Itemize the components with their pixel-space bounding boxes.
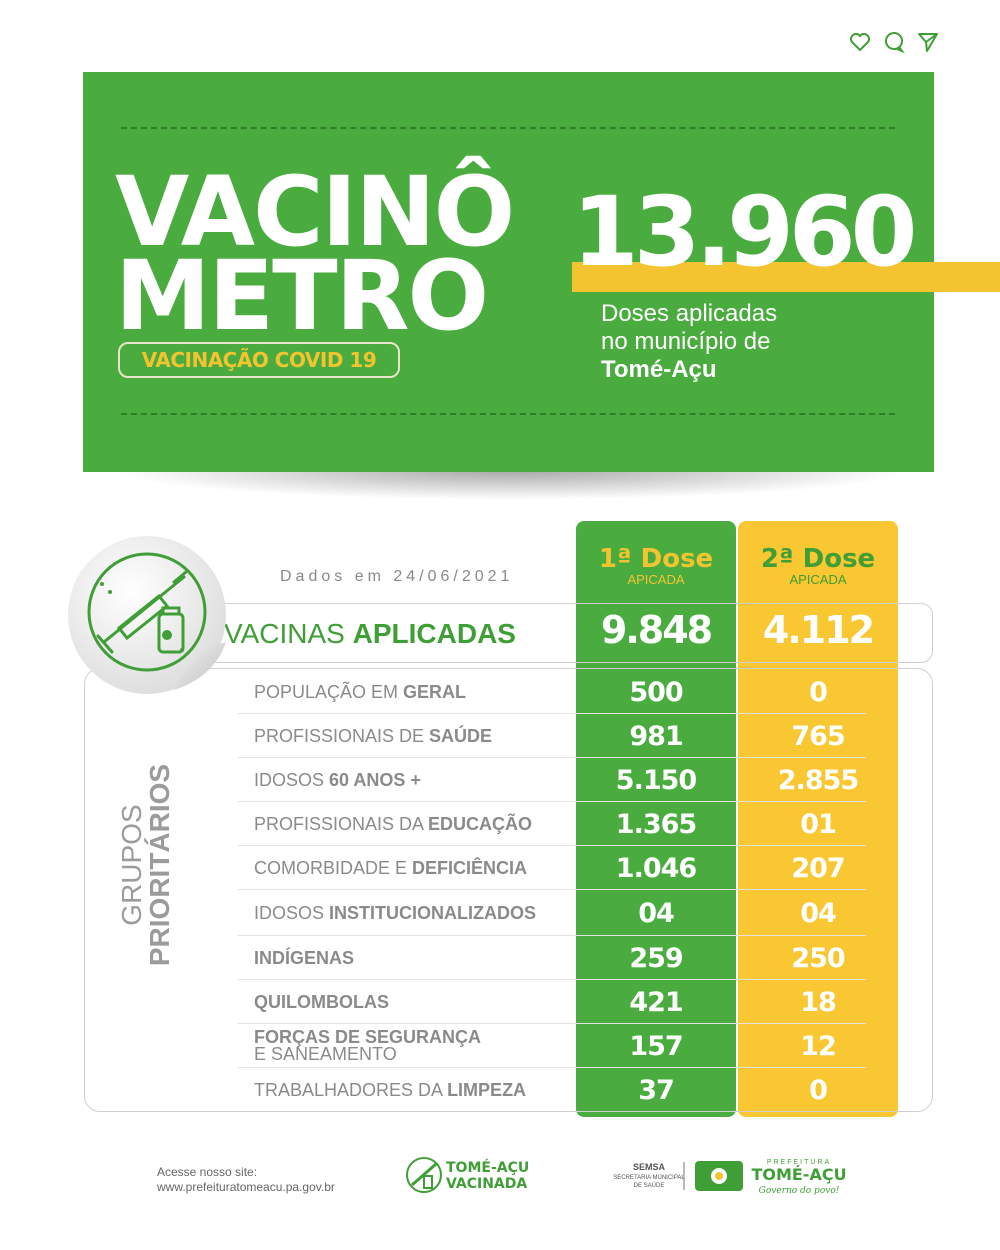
dose2-value: 2.855 — [777, 764, 859, 796]
covid-badge: VACINAÇÃO COVID 19 — [118, 342, 400, 378]
semsa-line1: SEMSA — [632, 1162, 666, 1172]
table-row: QUILOMBOLAS 421 18 — [238, 980, 866, 1024]
table-row: IDOSOS 60 ANOS + 5.150 2.855 — [238, 758, 866, 802]
dose2-label: 2ª Dose — [760, 544, 876, 574]
prefeitura-small: PREFEITURA — [766, 1159, 832, 1166]
prefeitura-slogan: Governo do povo! — [758, 1186, 840, 1196]
title-line-2: METRO — [115, 240, 488, 352]
dose2-value: 0 — [809, 676, 827, 708]
dose1-value: 04 — [638, 897, 674, 929]
table-row: POPULAÇÃO EM GERAL 500 0 — [238, 670, 866, 714]
site-label: Acesse nosso site: — [157, 1165, 258, 1179]
table-row: TRABALHADORES DA LIMPEZA 37 0 — [238, 1068, 866, 1112]
dose1-value: 421 — [629, 986, 683, 1018]
semsa-line3: DE SAÚDE — [633, 1183, 665, 1189]
prefeitura-logo — [693, 1155, 853, 1197]
logo1-line1: TOMÉ-AÇU — [446, 1160, 528, 1176]
table-row: IDOSOS INSTITUCIONALIZADOS 04 04 — [238, 890, 866, 936]
semsa-logo — [587, 1160, 687, 1192]
dose1-value: 500 — [629, 676, 683, 708]
applied-label-a: VACINAS — [224, 618, 353, 649]
site-url-link[interactable]: www.prefeituratomeacu.pa.gov.br — [157, 1180, 335, 1194]
tome-acu-vacinada-logo — [404, 1152, 528, 1198]
dose1-value: 157 — [629, 1030, 683, 1062]
page-title — [115, 156, 514, 352]
semsa-line2: SECRETARIA MUNICIPAL — [613, 1175, 685, 1181]
total-doses: 13.960 — [572, 176, 913, 288]
groups-label-2: PRIORITÁRIOS — [144, 763, 175, 967]
dose1-label: 1ª Dose — [598, 544, 714, 574]
applied-label — [224, 618, 516, 650]
applied-label-b: APLICADAS — [352, 618, 516, 649]
social-icons — [848, 30, 940, 54]
dose2-value: 12 — [800, 1030, 836, 1062]
send-icon[interactable] — [916, 30, 940, 54]
title-line-1: VACINÔ — [115, 156, 514, 268]
syringe-sticker-icon — [64, 532, 230, 698]
subtitle-line-1: Doses aplicadas — [601, 300, 778, 327]
table-row: INDÍGENAS 259 250 — [238, 936, 866, 980]
heart-icon[interactable] — [848, 30, 872, 54]
subtitle-line-2: no município de — [601, 328, 771, 355]
comment-icon[interactable] — [882, 30, 906, 54]
divider-top — [121, 127, 895, 129]
dose2-value: 18 — [800, 986, 836, 1018]
dose2-value: 250 — [791, 942, 845, 974]
footer-site — [157, 1165, 335, 1195]
dose2-value: 04 — [800, 897, 836, 929]
dose1-value: 1.365 — [615, 808, 697, 840]
table-row: COMORBIDADE E DEFICIÊNCIA 1.046 207 — [238, 846, 866, 890]
dose2-value: 01 — [800, 808, 836, 840]
groups-label-1: GRUPOS — [116, 804, 147, 926]
logo1-line2: VACINADA — [446, 1176, 528, 1192]
prefeitura-name: TOMÉ-AÇU — [751, 1165, 847, 1184]
dose1-sub: APICADA — [627, 572, 685, 587]
table-row: FORÇAS DE SEGURANÇA E SANEAMENTO 157 12 — [238, 1024, 866, 1068]
divider-bottom — [121, 413, 895, 415]
dose1-value: 981 — [629, 720, 683, 752]
doses-subtitle — [601, 300, 777, 384]
dose1-value: 5.150 — [615, 764, 697, 796]
data-date: Dados em 24/06/2021 — [280, 568, 514, 585]
dose2-sub: APICADA — [789, 572, 847, 587]
dose2-value: 207 — [791, 852, 845, 884]
dose1-value: 259 — [629, 942, 683, 974]
table-row: PROFISSIONAIS DA EDUCAÇÃO 1.365 01 — [238, 802, 866, 846]
groups-vertical-label — [118, 745, 174, 985]
applied-dose2-value: 4.112 — [762, 608, 874, 652]
dose1-header — [576, 546, 736, 588]
dose1-value: 37 — [638, 1074, 674, 1106]
applied-dose1-value: 9.848 — [600, 608, 712, 652]
dose2-header — [738, 546, 898, 588]
dose1-value: 1.046 — [615, 852, 697, 884]
dose2-value: 765 — [791, 720, 845, 752]
table-row: PROFISSIONAIS DE SAÚDE 981 765 — [238, 714, 866, 758]
dose2-value: 0 — [809, 1074, 827, 1106]
municipality-name: Tomé-Açu — [601, 356, 717, 383]
